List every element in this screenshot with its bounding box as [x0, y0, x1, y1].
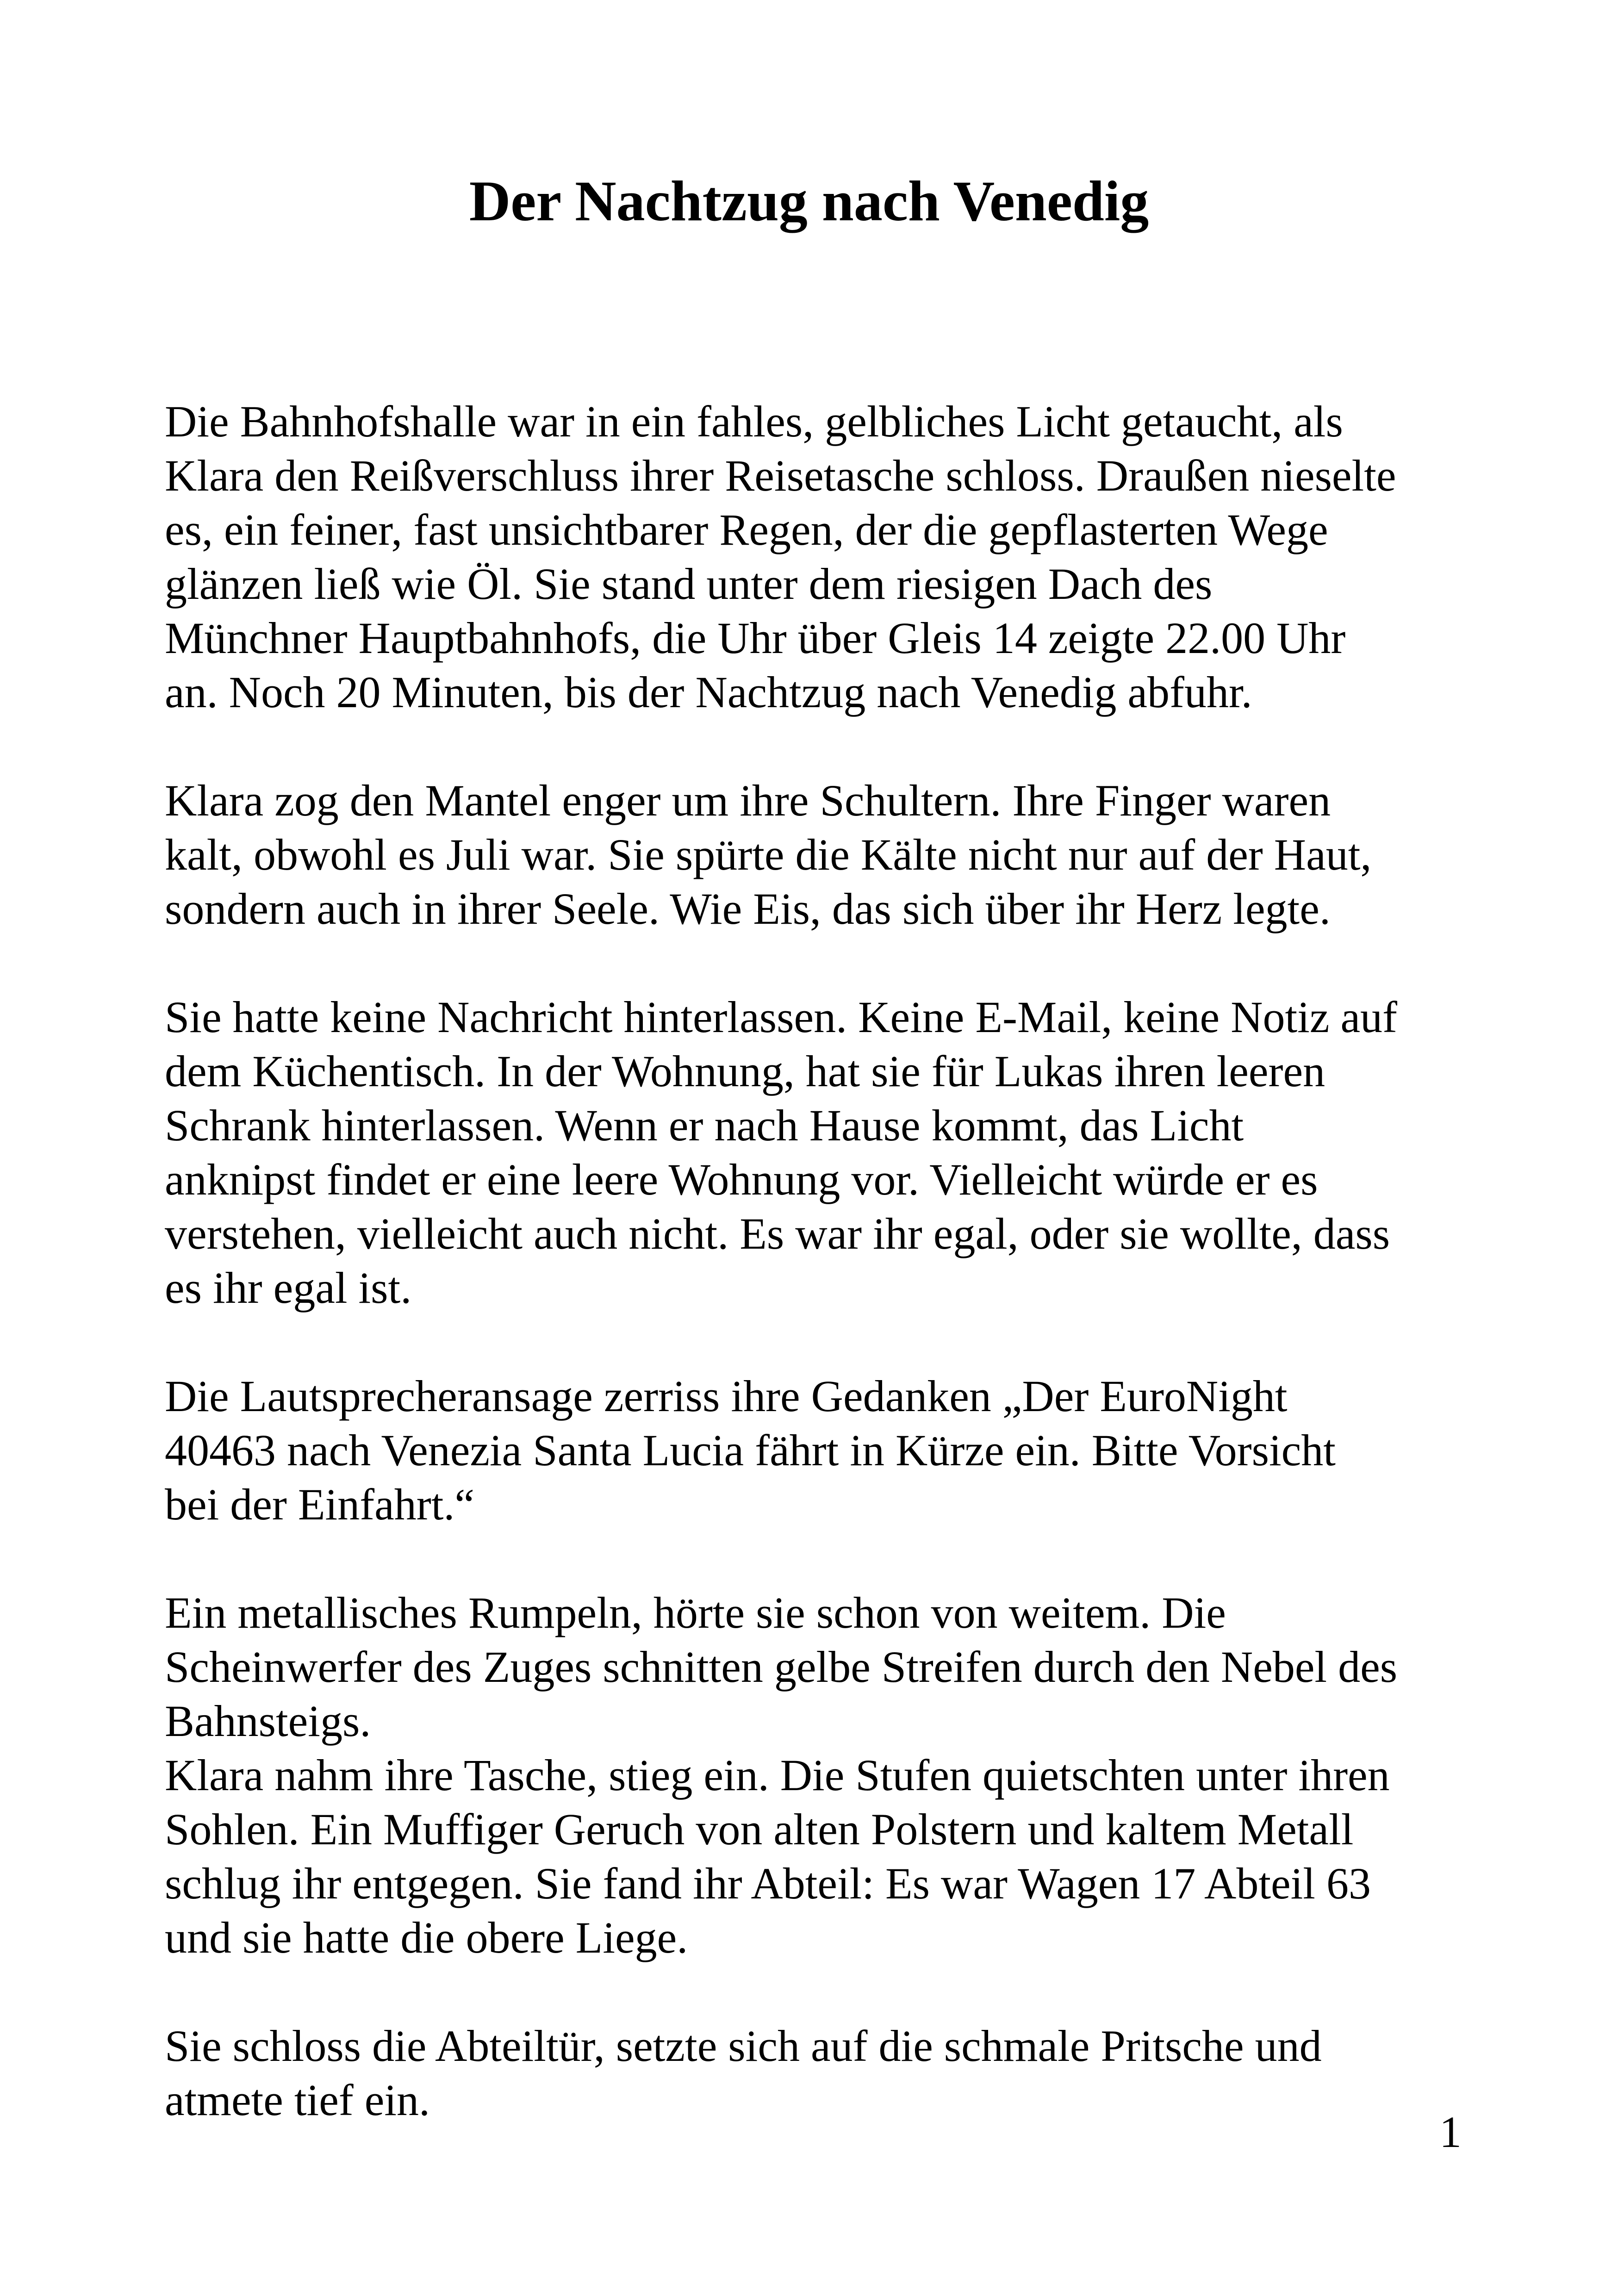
text-line: Scheinwerfer des Zuges schnitten gelbe Streifen durch den Nebel des	[165, 1642, 1398, 1692]
paragraph-spacer	[165, 936, 1507, 990]
text-line: sondern auch in ihrer Seele. Wie Eis, das sich über ihr Herz legte.	[165, 884, 1331, 933]
text-line: Sie hatte keine Nachricht hinterlassen. Keine E-Mail, keine Notiz auf	[165, 992, 1398, 1042]
text-line: bei der Einfahrt.“	[165, 1480, 474, 1529]
text-line: 40463 nach Venezia Santa Lucia fährt in Kürze ein. Bitte Vorsicht	[165, 1425, 1336, 1475]
text-line: dem Küchentisch. In der Wohnung, hat sie für Lukas ihren leeren	[165, 1046, 1326, 1096]
text-line: schlug ihr entgegen. Sie fand ihr Abteil: Es war Wagen 17 Abteil 63	[165, 1859, 1371, 1908]
text-line: und sie hatte die obere Liege.	[165, 1913, 688, 1962]
text-line: es ihr egal ist.	[165, 1263, 412, 1313]
paragraph-spacer	[165, 1531, 1507, 1586]
text-line: Die Lautsprecheransage zerriss ihre Gedanken „Der EuroNight	[165, 1371, 1288, 1421]
text-line: Klara nahm ihre Tasche, stieg ein. Die Stufen quietschten unter ihren	[165, 1750, 1390, 1800]
text-line: Klara zog den Mantel enger um ihre Schultern. Ihre Finger waren	[165, 776, 1331, 825]
paragraph	[165, 990, 1507, 1315]
paragraph	[165, 1369, 1507, 1531]
text-line: Die Bahnhofshalle war in ein fahles, gelbliches Licht getaucht, als	[165, 397, 1343, 446]
paragraph	[165, 773, 1507, 936]
text-line: atmete tief ein.	[165, 2075, 430, 2125]
text-line: kalt, obwohl es Juli war. Sie spürte die Kälte nicht nur auf der Haut,	[165, 830, 1372, 879]
text-line: Schrank hinterlassen. Wenn er nach Hause kommt, das Licht	[165, 1101, 1244, 1150]
text-line: glänzen ließ wie Öl. Sie stand unter dem riesigen Dach des	[165, 559, 1213, 609]
paragraph-spacer	[165, 1965, 1507, 2019]
paragraph-spacer	[165, 719, 1507, 773]
page-number: 1	[1439, 2107, 1462, 2157]
text-line: anknipst findet er eine leere Wohnung vor. Vielleicht würde er es	[165, 1155, 1318, 1204]
document-title: Der Nachtzug nach Venedig	[469, 169, 1149, 233]
text-line: Bahnsteigs.	[165, 1696, 371, 1746]
text-line: verstehen, vielleicht auch nicht. Es war ihr egal, oder sie wollte, dass	[165, 1209, 1390, 1258]
paragraph	[165, 2019, 1507, 2127]
text-line: Münchner Hauptbahnhofs, die Uhr über Gleis 14 zeigte 22.00 Uhr	[165, 613, 1346, 663]
paragraph-spacer	[165, 1315, 1507, 1369]
paragraph	[165, 394, 1507, 719]
paragraph	[165, 1586, 1507, 1965]
text-line: Klara den Reißverschluss ihrer Reisetasche schloss. Draußen nieselte	[165, 451, 1396, 500]
text-line: Sohlen. Ein Muffiger Geruch von alten Polstern und kaltem Metall	[165, 1804, 1354, 1854]
text-line: Sie schloss die Abteiltür, setzte sich auf die schmale Pritsche und	[165, 2021, 1322, 2071]
text-line: an. Noch 20 Minuten, bis der Nachtzug nach Venedig abfuhr.	[165, 667, 1252, 717]
document-body	[165, 394, 1507, 2127]
text-line: Ein metallisches Rumpeln, hörte sie schon von weitem. Die	[165, 1588, 1226, 1637]
text-line: es, ein feiner, fast unsichtbarer Regen, der die gepflasterten Wege	[165, 505, 1328, 554]
